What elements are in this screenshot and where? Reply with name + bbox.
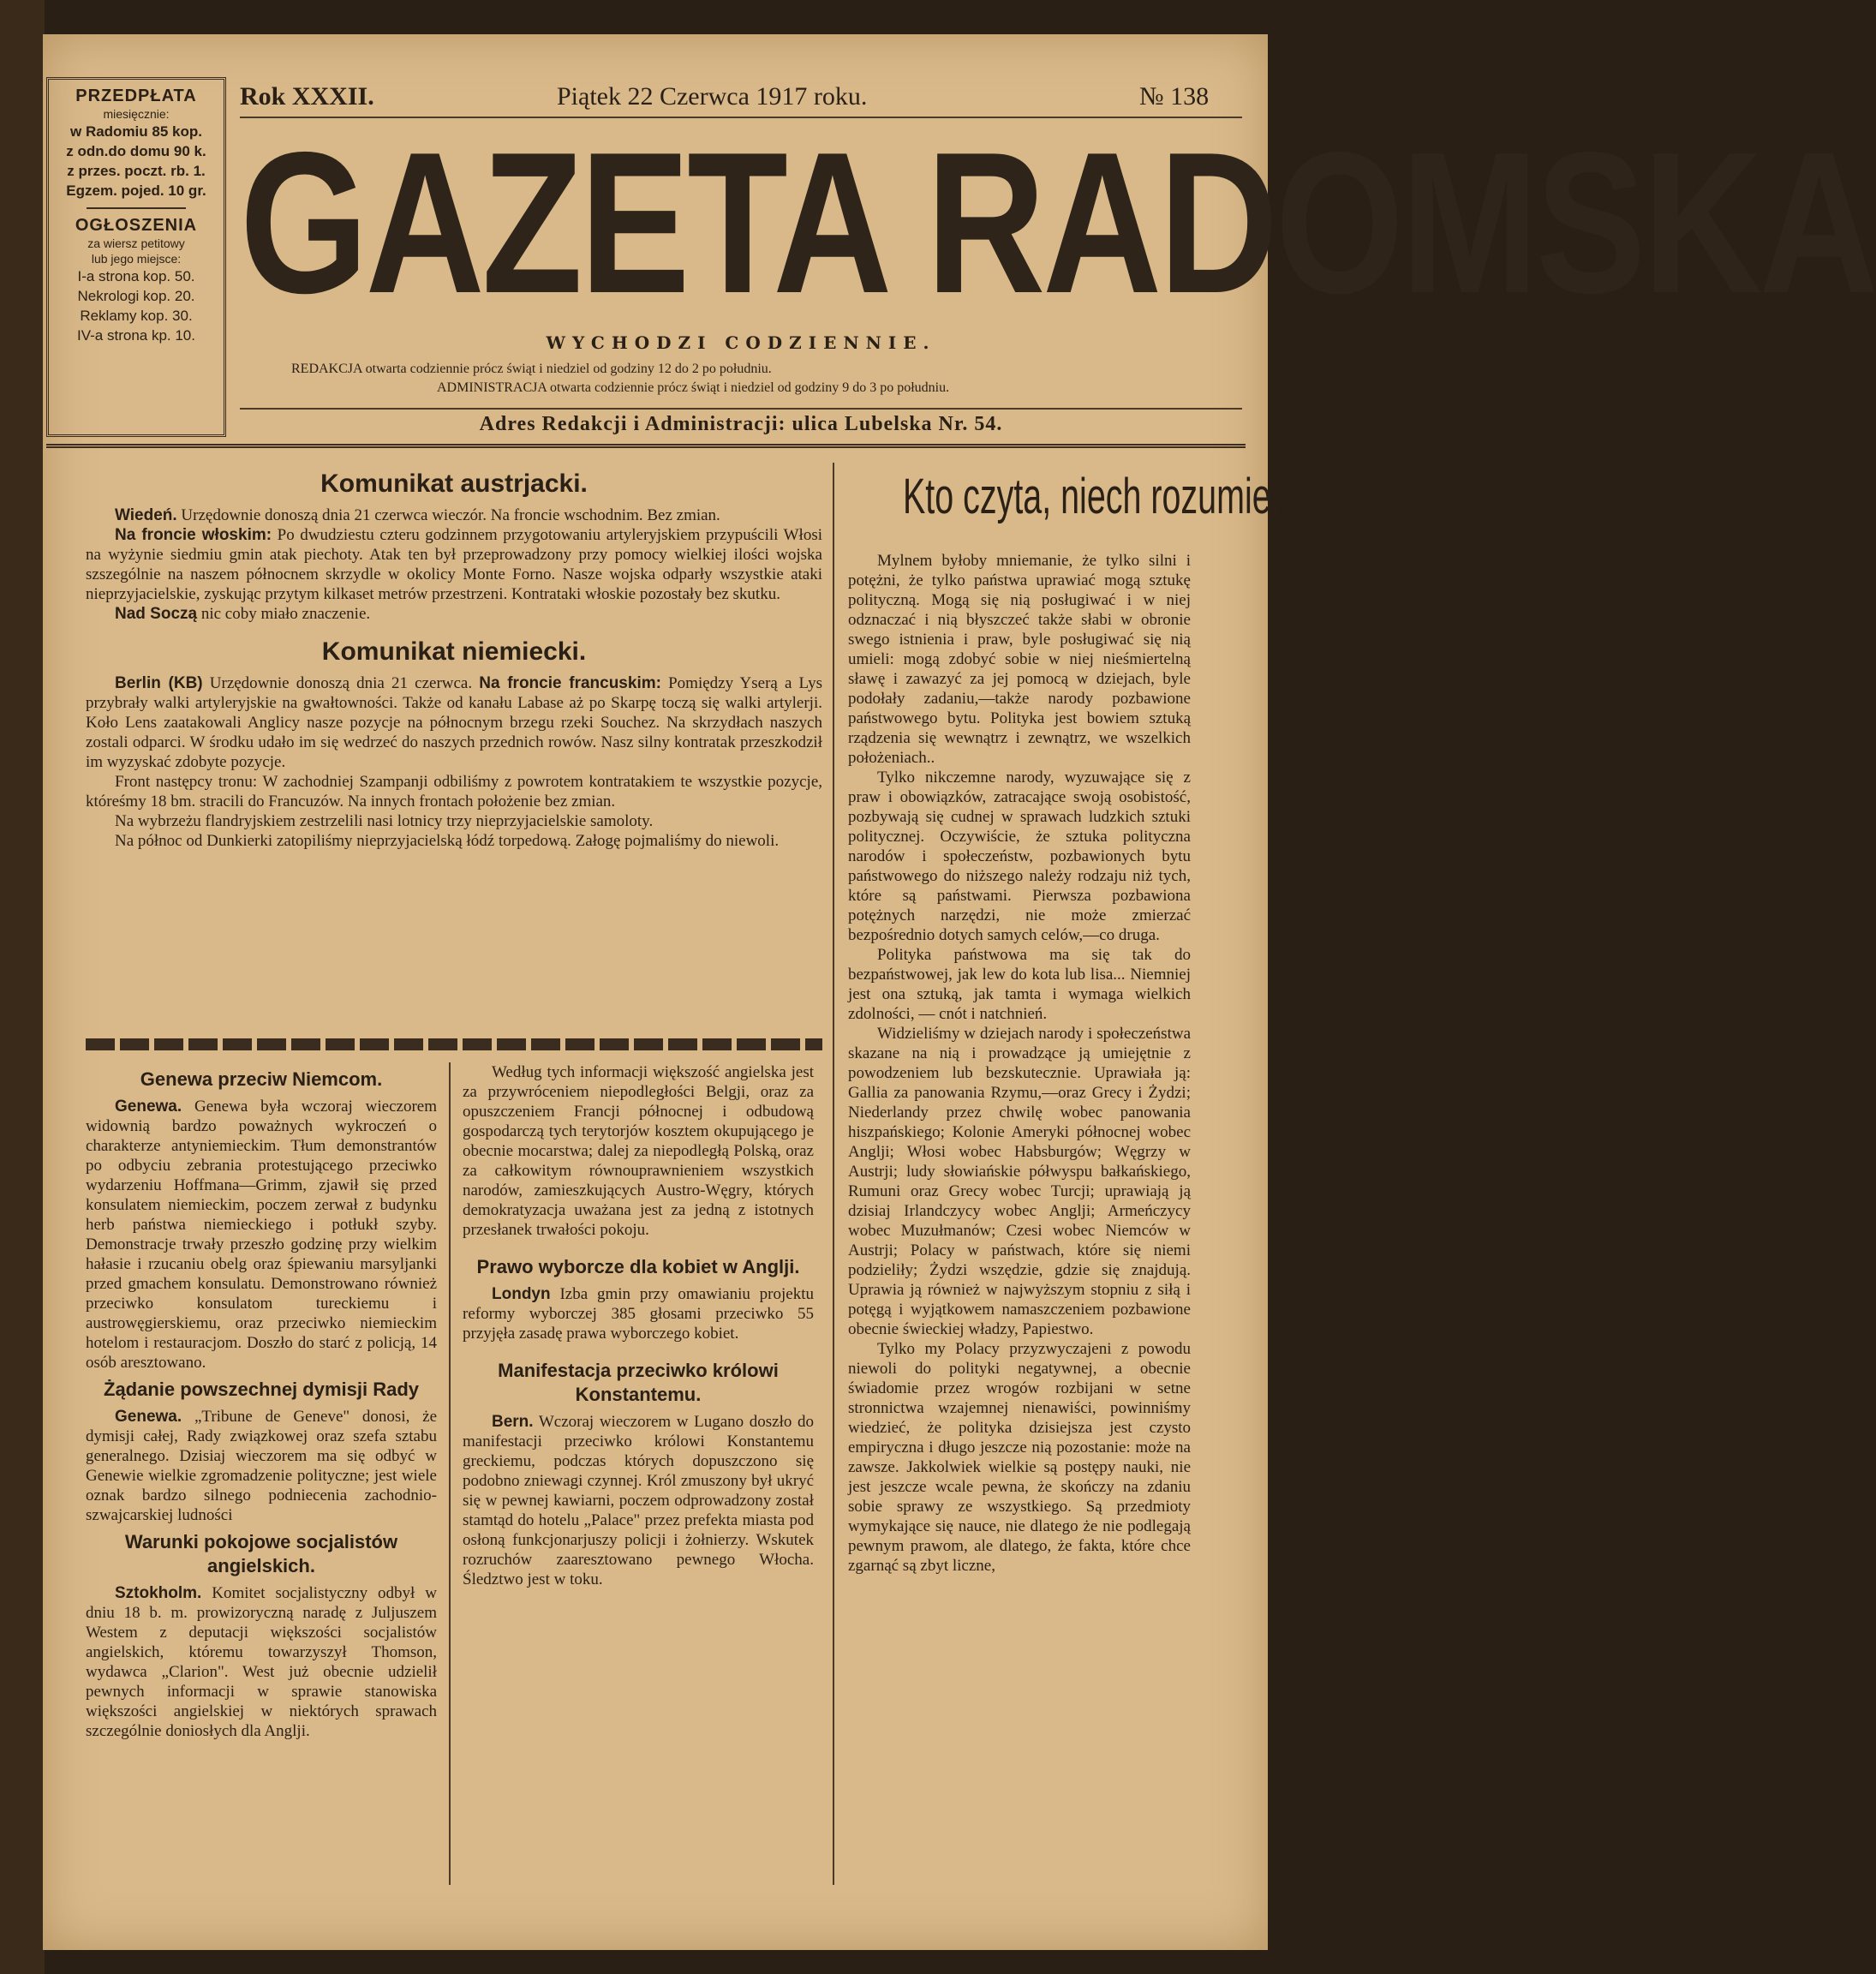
ads-line: IV-a strona kp. 10. [77,327,195,344]
article-text: Genewa była wczoraj wieczorem widownią bardzo poważnych wykroczeń o charakterze antyniemieckim. Tłum demonstrantów po odbyciu zebrania protestującego przeciwko wydarzeniu Hoffmana—Grimm, zjawił się przed konsulatem niemieckim, poczem zerwał z budynku herb państwa niemieckiego i potłukł szyby. Demonstracje trwały przeszło godzinę przy wielkim hałasie i rzucaniu obelg oraz śpiewaniu marsyljanki przed gmachem konsulatu. Demonstrowano również przeciwko konsulatom tureckiemu i austrowęgierskiemu, oraz przeciwko niemieckim hotelom i restauracjom. Doszło do starć z policją, 14 osób aresztowano. [86,1098,438,1372]
ads-line: lub jego miejsce: [91,252,182,266]
redakcja-hours: REDAKCJA otwarta codziennie prócz świąt i niedziel od godziny 12 do 2 po południu. [291,362,772,376]
article-text: Urzędownie donoszą dnia 21 czerwca. [209,674,473,692]
dateline: Genewa. [115,1098,182,1116]
article-text: Pomiędzy Yserą a Lys przybrały walki artyleryjskie na gwałtowności. Także od kanału Labase aż po Skarpę toczą się walki artylerji. Koło Lens zaatakowali Anglicy nasze pozycje na północnym brzegu rzeki Souchez. Na skrzydłach naszych zostali odparci. W środku udało im się wedrzeć do naszych przednich rowów. Nasz silny kontratak przeszkodził im wyzyskać zdobyte pozycje. [86,674,822,771]
subscription-box [46,77,226,437]
article-text: Na wybrzeżu flandryjskiem zestrzelili nasi lotnicy trzy nieprzyjacielskie samoloty. [115,812,654,830]
dateline: Na froncie włoskim: [115,526,272,544]
article-text: Po dwudziestu czteru godzinnem przygotowaniu artyleryjskiem przypuścili Włosi na wyżynie siedmiu gmin atak piechoty. Atak ten był przeprowadzony przy pomocy wielkiej ilości wojska szszególnie na naszem północnem skrzydle w okolicy Monte Forno. Nasze wojska odparły wszystkie ataki nieprzyjacielskie, zyskując przytym kilkaset metrów przestrzeni. Kontrataki włoskie pozostały bez skutku. [86,526,823,603]
article-heading: Warunki pokojowe socjalistów angielskich. [124,1531,398,1576]
communiques-column [86,463,822,851]
subscription-heading: PRZEDPŁATA [75,87,197,105]
article-text: Tylko nikczemne narody, wyzuwające się z praw i obowiązków, zatracające swoją osobistość, pozbywają się cudnej w sprawach ludzkich sztuki politycznej. Oczywiście, że sztuka polityczna narodów i społeczeństw, pozbawionych bytu państwowego do niższego należy rodzaju niż tych, które są państwami. Pierwsza pozbawiona potężnych narzędzi, nie może zmierzać bezpośrednio dotych samych celów,—co druga. [848,769,1191,944]
article-text: Na północ od Dunkierki zatopiliśmy nieprzyjacielską łódź torpedową. Załogę pojmaliśmy do niewoli. [115,832,780,850]
article-text: Komitet socjalistyczny odbył w dniu 18 b. m. prowizoryczną naradę z Juljuszem Westem z deputacji większości socjalistów angielskich, któremu towarzyszył Thomson, wydawca „Clarion". West już obecnie udzielił pewnych informacji w sprawie stanowiska większości angielskiej w niektórych sprawach szczególnie doniosłych dla Anglji. [86,1584,437,1740]
article-text: Front następcy tronu: W zachodniej Szampanji odbiliśmy z powrotem kontratakiem te wszystkie pozycje, któreśmy 18 bm. stracili do Francuzów. Na innych frontach położenie bez zmian. [86,773,822,811]
article-text: Polityka państwowa ma się tak do bezpaństwowej, jak lew do kota lub lisa... Niemniej jest ona sztuką, jak tamta i wymaga wielkich zdolności, — cnót i natchnień. [848,946,1191,1023]
article-heading: Genewa przeciw Niemcom. [140,1068,383,1090]
article-heading: Żądanie powszechnej dymisji Rady [104,1379,419,1400]
dateline: Berlin (KB) [115,674,203,692]
dateline: Sztokholm. [115,1584,202,1602]
article-text: Mylnem byłoby mniemanie, że tylko silni i potężni, że tylko państwa uprawiać mogą sztukę polityczną. Mogą się nią posługiwać i w niej odznaczać i nią błyszczeć także słabi w obronie swego istnienia i praw, byle posługiwać się nią umieli: mogą zdobyć sobie w niej nieśmiertelną sławę i zawazyć za jej pomocą w dziejach, byle podołały zadaniu,—także narody pozbawione państwowego bytu. Polityka jest bowiem sztuką rządzenia się wewnątrz i zewnątrz, we wszelkich położeniach.. [848,552,1191,767]
binding-spine [0,0,45,1974]
ads-line: I-a strona kop. 50. [77,268,195,284]
article-text: Według tych informacji większość angielska jest za przywróceniem niepodległości Belgji, oraz za opuszczeniem Francji północnej i odbudową gospodarczą tych terytorjów kosztem okupującego je obecnie mocarstwa; dalej za niepodległą Polską, oraz za całkowitym równouprawnieniem wszystkich narodów, zamieszkujących Austro-Węgry, których demokratyzacja uważana jest za jedną z istotnych przesłanek trwałości pokoju. [463,1063,814,1239]
subscription-line: Egzem. pojed. 10 gr. [66,182,206,199]
issue-number: № 138 [1139,82,1210,111]
article-text: Widzieliśmy w dziejach narody i społeczeństwa skazane na nią i prowadzące ją umiejętnie z powodzeniem lub bezskutecznie. Uprawiała ją: Gallia za panowania Rzymu,—oraz Grecy i Żydzi; Niederlandy przez chwilę wobec panowania hiszpańskiego; Kolonie Ameryki północnej wobec Anglji; Włosi wobec Habsburgów; Węgrzy w Austrji; ludy słowiańskie półwyspu bałkańskiego, Rumuni oraz Grecy wobec Turcji; uprawiają ją dzisiaj Irlandczycy wobec Anglji; Armeńczycy wobec Muzułmanów; Czesi wobec Niemców w Austrji; Polacy w państwach, które się niemi podzieliły; Żydzi wszędzie, gdzie się znajdują. Uprawia ją również w najwyższym stopniu z siłą i potęgą i wyjątkowem namaszczeniem pozbawione obecnie świeckiej władzy, Papiestwo. [848,1025,1191,1338]
article-heading: Prawo wyborcze dla kobiet w Anglji. [476,1256,800,1277]
issue-date: Piątek 22 Czerwca 1917 roku. [557,82,868,111]
ads-line: Nekrologi kop. 20. [77,288,195,304]
newspaper-title: GAZETA RADOMSKA [240,110,1876,335]
subscription-line: w Radomiu 85 kop. [70,123,202,140]
ads-heading: OGŁOSZENIA [75,216,198,235]
article-heading: Manifestacja przeciwko królowi Konstantemu. [498,1360,779,1405]
dateline: Nad Soczą [115,605,198,623]
address-rule [240,408,1242,410]
volume-number: Rok XXXII. [240,82,374,111]
article-heading: Komunikat niemiecki. [321,637,587,666]
section-divider [86,1038,822,1050]
administracja-hours: ADMINISTRACJA otwarta codziennie prócz świąt i niedziel od godziny 9 do 3 po południu. [437,380,950,395]
article-text: Urzędownie donoszą dnia 21 czerwca wieczór. Na froncie wschodnim. Bez zmian. [181,506,720,524]
dateline: Genewa. [115,1408,182,1426]
subscription-line: miesięcznie: [103,107,170,121]
article-text: Wczoraj wieczorem w Lugano doszło do manifestacji przeciwko królowi Konstantemu greckiemu, podczas których dopuszczono się podobno zniewagi czynnej. Król zmuszony był ukryć się w pewnej kawiarni, poczem odprowadzony został stamtąd do hotelu „Palace" przez prefekta miasta pod osłoną funkcjonarjuszy policji i żołnierzy. Wskutek rozruchów zaaresztowano pewnego Włocha. Śledztwo jest w toku. [463,1413,814,1588]
editorial-heading: Kto czyta, niech rozumie. [903,469,1281,524]
news-column-left [86,1062,437,1741]
subscription-line: z odn.do domu 90 k. [66,143,206,159]
editorial-column [848,467,1281,1576]
subscription-line: z przes. poczt. rb. 1. [67,163,206,179]
dateline: Na froncie francuskim: [479,674,661,692]
dateline: Wiedeń. [115,506,177,524]
dateline: Bern. [492,1413,534,1431]
masthead-subtitle: WYCHODZI CODZIENNIE. [546,332,936,353]
article-text: „Tribune de Geneve" donosi, że dymisji całej, Rady związkowej oraz szefa sztabu generalnego. Dzisiaj wieczorem ma się odbyć w Genewie wielkie zgromadzenie polityczne; jest wiele oznak bardzo silnego podniecenia zachodnio-szwajcarskiej ludności [86,1408,437,1524]
dateline: Londyn [492,1285,551,1303]
masthead-bottom-rule [46,444,1246,448]
article-heading: Komunikat austrjacki. [320,470,588,498]
column-rule [833,463,834,1885]
box-divider [87,207,185,209]
article-text: Tylko my Polacy przyzwyczajeni z powodu niewoli do polityki negatywnej, a obecnie świadomie przez wrogów rozbijani w setne stronnictwa wzajemnej nienawiści, powinniśmy wiedzieć, że polityka dzisiejsza jest czysto empiryczna i długo jeszcze nią pozostanie: może na zawsze. Jakkolwiek wielkie są postępy nauki, nie jest jeszcze wcale pewna, że skończy na zdaniu sobie sprawy ze wszystkiego. Są przedmioty wymykające się nauce, nie dlatego że nie podlegają pewnym prawom, ale dlatego, że fakta, które chce zgarnąć są zbyt liczne, [848,1340,1191,1575]
ads-line: Reklamy kop. 30. [80,308,193,324]
column-rule [449,1062,451,1885]
news-column-middle [463,1062,814,1589]
office-hours [240,360,1242,398]
article-text: nic coby miało znaczenie. [200,605,371,623]
editorial-address: Adres Redakcji i Administracji: ulica Lubelska Nr. 54. [479,413,1003,435]
article-text: Izba gmin przy omawianiu projektu reformy wyborczej 385 głosami przeciwko 55 przyjęła zasadę prawa wyborczego kobiet. [463,1285,814,1343]
ads-line: za wiersz petitowy [87,236,185,250]
